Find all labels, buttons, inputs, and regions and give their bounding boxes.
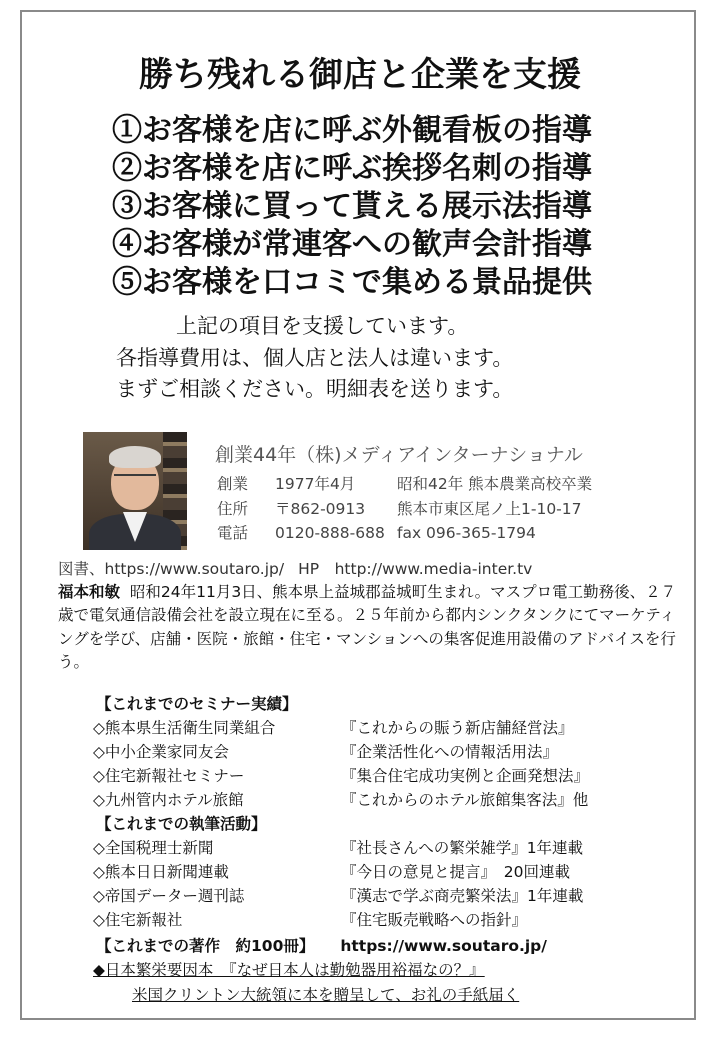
works-url-link[interactable]: https://www.soutaro.jp/ (340, 937, 547, 955)
seminar-org: ◇住宅新報社セミナー (93, 767, 245, 785)
writing-heading: 【これまでの執筆活動】 (96, 815, 267, 833)
writing-org: ◇帝国データー週刊誌 (93, 887, 245, 905)
service-item: ③お客様に買って貰える展示法指導 (112, 189, 592, 224)
seminar-row (93, 716, 574, 738)
works-heading: 【これまでの著作 約100冊】 (96, 937, 315, 955)
seminar-org: ◇九州管内ホテル旅館 (93, 791, 244, 809)
writing-row (93, 884, 583, 906)
seminar-row (93, 740, 558, 762)
service-item: ②お客様を店に呼ぶ挨拶名刺の指導 (112, 151, 592, 186)
support-note: 上記の項目を支援しています。 (176, 314, 469, 338)
writing-row (93, 836, 583, 858)
writing-title: 『漢志で学ぶ商売繁栄法』1年連載 (341, 887, 584, 905)
books-link[interactable]: 図書、https://www.soutaro.jp/ (58, 560, 285, 578)
writing-row (93, 908, 527, 930)
page-title: 勝ち残れる御店と企業を支援 (139, 55, 581, 95)
profile-bio (58, 581, 680, 674)
fax-number: fax 096-365-1794 (397, 524, 536, 542)
writing-title: 『住宅販売戦略への指針』 (341, 911, 528, 929)
founded-row (217, 472, 592, 494)
profile-photo (83, 432, 187, 550)
seminar-org: ◇中小企業家同友会 (93, 743, 229, 761)
seminar-org: ◇熊本県生活衛生同業組合 (93, 719, 276, 737)
works-heading-line (96, 934, 547, 956)
company-name: 創業44年（株)メディアインターナショナル (215, 444, 583, 466)
services-list (112, 112, 592, 302)
phone-label: 電話 (217, 524, 249, 542)
founded-date: 1977年4月 (275, 475, 356, 493)
seminar-title: 『これからのホテル旅館集客法』他 (341, 791, 589, 809)
writing-row (93, 860, 570, 882)
address-text: 熊本市東区尾ノ上1-10-17 (397, 500, 582, 518)
founded-school: 昭和42年 熊本農業高校卒業 (397, 475, 593, 493)
writing-org: ◇全国税理士新聞 (93, 839, 214, 857)
writing-org: ◇熊本日日新聞連載 (93, 863, 229, 881)
service-item: ⑤お客様を口コミで集める景品提供 (112, 265, 592, 300)
service-item: ④お客様が常連客への歓声会計指導 (112, 227, 592, 262)
seminar-row (93, 764, 589, 786)
seminar-title: 『これからの賑う新店舗経営法』 (341, 719, 574, 737)
address-row (217, 497, 582, 519)
phone-row (217, 521, 536, 543)
postal-code: 〒862-0913 (275, 500, 366, 518)
service-item: ①お客様を店に呼ぶ外観看板の指導 (112, 113, 592, 148)
address-label: 住所 (217, 500, 249, 518)
bio-text: 昭和24年11月3日、熊本県上益城郡益城町生まれ。マスプロ電工勤務後、２７歳で電気通信設備会社を設立現在に至る。２５年前から都内シンクタンクにてマーケティングを学び、店舗・医院・旅館・住宅・マンションへの集客促進用設備のアドバイスを行う。 (58, 583, 677, 671)
writing-title: 『社長さんへの繁栄雑学』1年連載 (341, 839, 584, 857)
seminar-row (93, 788, 588, 810)
featured-book-link[interactable]: ◆日本繁栄要因本 『なぜ日本人は勤勉器用裕福なの？』 (93, 961, 485, 979)
links-line (58, 557, 532, 579)
founded-label: 創業 (217, 475, 249, 493)
seminar-title: 『企業活性化への情報活用法』 (341, 743, 559, 761)
bio-name: 福本和敏 (58, 583, 121, 601)
photo-hair (109, 446, 161, 468)
photo-glasses (114, 474, 156, 486)
writing-title: 『今日の意見と提言』 20回連載 (341, 863, 570, 881)
clinton-letter-link[interactable]: 米国クリントン大統領に本を贈呈して、お礼の手紙届く (132, 986, 520, 1004)
seminars-heading: 【これまでのセミナー実績】 (96, 695, 298, 713)
fee-note: 各指導費用は、個人店と法人は違います。 (116, 346, 514, 370)
phone-number: 0120-888-688 (275, 524, 385, 542)
consult-note: まずご相談ください。明細表を送ります。 (116, 377, 514, 401)
hp-link[interactable]: HP http://www.media-inter.tv (298, 560, 533, 578)
writing-org: ◇住宅新報社 (93, 911, 183, 929)
seminar-title: 『集合住宅成功実例と企画発想法』 (341, 767, 590, 785)
